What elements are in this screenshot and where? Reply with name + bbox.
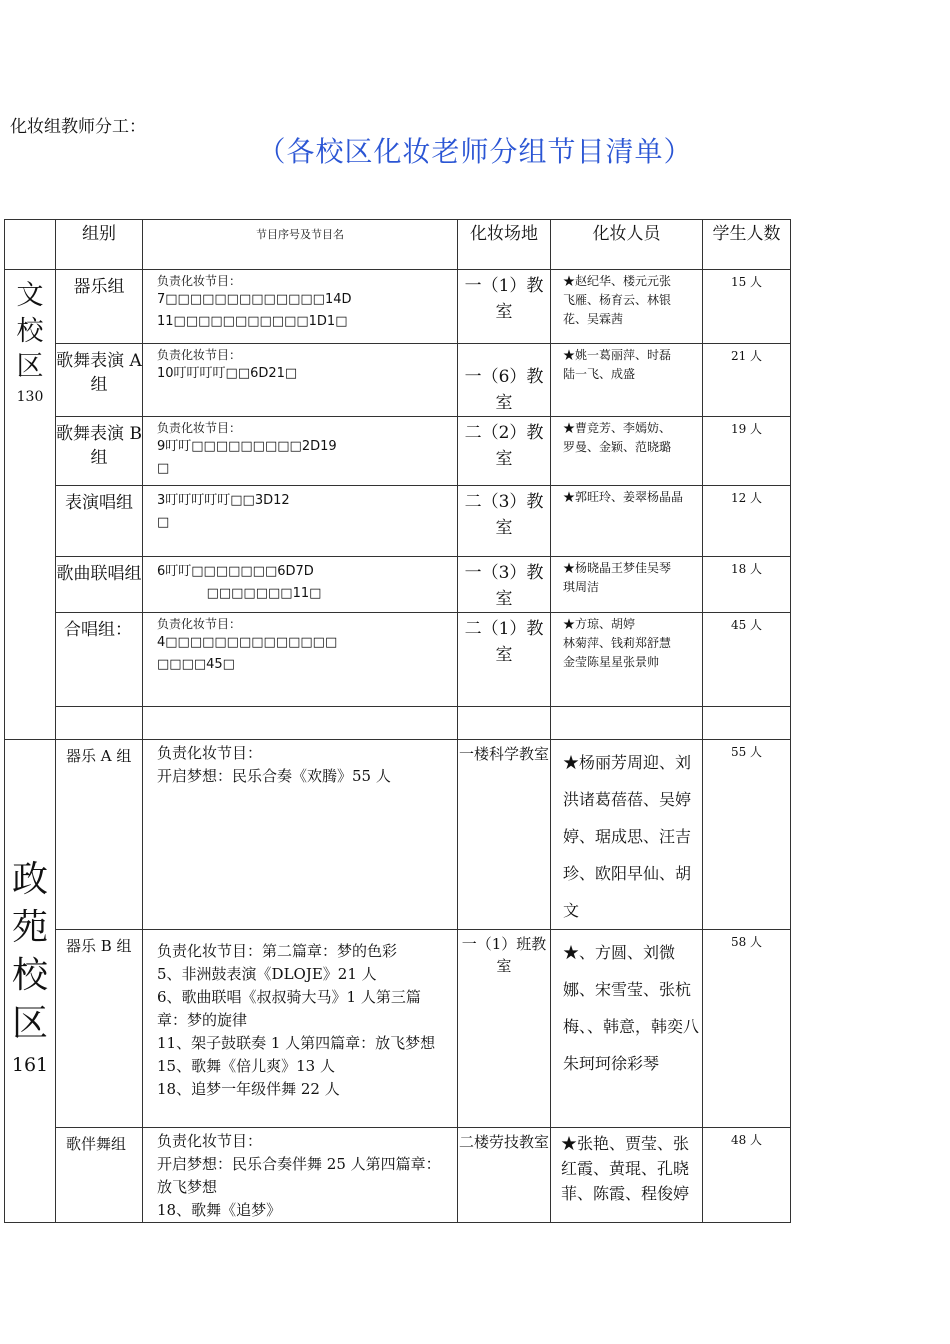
program-cell (143, 344, 458, 417)
header-group: 组别 (56, 220, 143, 270)
staff-line: ★曹竞芳、李嫣妨、 (563, 421, 672, 435)
campus-cell (5, 270, 56, 740)
venue: 二（3）教室 (458, 486, 551, 557)
table-row (5, 613, 791, 707)
staff-line: 罗曼、金颖、范晓璐 (563, 440, 672, 454)
program-line: 6叮叮□□□□□□□6D7D (157, 564, 314, 579)
program-line: 开启梦想：民乐合奏伴舞 25 人第四篇章：放飞梦想 (157, 1155, 441, 1196)
group-name: 表演唱组 (56, 486, 143, 557)
program-line: 3叮叮叮叮叮□□3D12 (157, 493, 290, 508)
header-row (5, 220, 791, 270)
student-count: 58 人 (703, 930, 791, 1128)
staff-line: ★姚一葛丽萍、时磊 (563, 348, 672, 362)
staff-cell (551, 613, 703, 707)
program-cell (143, 613, 458, 707)
table-row (5, 417, 791, 486)
staff-line: 琪周洁 (563, 580, 600, 594)
program-cell (143, 1128, 458, 1223)
staff-cell (551, 417, 703, 486)
campus-count: 130 (16, 388, 44, 405)
program-line: 10叮叮叮叮□□6D21□ (157, 366, 298, 381)
staff-line: ★郭旺玲、姜翠杨晶晶 (563, 490, 684, 504)
program-line: 6、歌曲联唱《叔叔骑大马》1 人第三篇章：梦的旋律 (157, 988, 421, 1029)
staff-line: 金莹陈星星张景帅 (563, 655, 660, 669)
program-cell (143, 270, 458, 344)
program-line: 11、架子鼓联奏 1 人第四篇章：放飞梦想 (157, 1034, 436, 1052)
program-line: □ (157, 515, 170, 530)
group-name: 器乐 A 组 (56, 740, 143, 930)
staff-text: ★杨丽芳周迎、刘洪诸葛蓓蓓、吴婷婷、琚成思、汪吉珍、欧阳早仙、胡文 (551, 740, 703, 930)
student-count: 12 人 (703, 486, 791, 557)
program-cell (143, 417, 458, 486)
table-row (5, 740, 791, 930)
staff-line: ★方琼、胡婷 (563, 617, 636, 631)
header-staff: 化妆人员 (551, 220, 703, 270)
campus-count: 161 (11, 1053, 49, 1076)
student-count: 18 人 (703, 557, 791, 613)
program-line: 4□□□□□□□□□□□□□□ (157, 635, 338, 650)
group-name: 器乐组 (56, 270, 143, 344)
table-row (5, 344, 791, 417)
venue: 一（6）教室 (458, 344, 551, 417)
venue: 二楼劳技教室 (458, 1128, 551, 1223)
student-count: 45 人 (703, 613, 791, 707)
venue: 二（2）教室 (458, 417, 551, 486)
program-line: 负责化妆节目： (157, 744, 263, 762)
program-line: 15、歌舞《倍儿爽》13 人 (157, 1057, 335, 1075)
staff-cell (551, 557, 703, 613)
program-line: □□□□45□ (157, 657, 235, 672)
campus-name: 政苑校区 (11, 859, 48, 1044)
program-line: 5、非洲鼓表演《DLOJE》21 人 (157, 965, 377, 983)
venue: 一（3）教室 (458, 557, 551, 613)
program-line: 11□□□□□□□□□□□1D1□ (157, 314, 348, 329)
staff-line: ★赵纪华、楼元元张 (563, 274, 672, 288)
program-line: □ (157, 461, 170, 476)
student-count: 48 人 (703, 1128, 791, 1223)
intro-text: 化妆组教师分工： (10, 117, 146, 137)
schedule-table (4, 219, 791, 1223)
student-count: 15 人 (703, 270, 791, 344)
group-name: 歌曲联唱组 (56, 557, 143, 613)
student-count: 19 人 (703, 417, 791, 486)
staff-line: 花、吴霖茜 (563, 312, 624, 326)
student-count: 21 人 (703, 344, 791, 417)
program-line: 18、歌舞《追梦》 (157, 1201, 282, 1219)
group-name: 歌舞表演 A 组 (56, 344, 143, 417)
table-row (5, 557, 791, 613)
program-line: □□□□□□□11□ (157, 586, 322, 601)
program-label: 负责化妆节目： (157, 274, 242, 288)
program-label: 负责化妆节目： (157, 617, 242, 631)
staff-cell (551, 270, 703, 344)
program-cell (143, 486, 458, 557)
group-name: 合唱组： (56, 613, 143, 707)
staff-line: 飞雁、杨育云、林银 (563, 293, 672, 307)
staff-text: ★张艳、贾莹、张红霞、黄琨、孔晓菲、陈霞、程俊婷 (551, 1128, 703, 1223)
student-count: 55 人 (703, 740, 791, 930)
staff-text: ★、方圆、刘微娜、宋雪莹、张杭梅、、韩意，韩奕八朱珂珂徐彩琴 (551, 930, 703, 1128)
header-corner (5, 220, 56, 270)
table-row (5, 486, 791, 557)
venue: 一（1）班教室 (458, 930, 551, 1128)
header-program: 节目序号及节目名 (143, 220, 458, 270)
program-line: 9叮叮□□□□□□□□□2D19 (157, 439, 337, 454)
empty-row (5, 707, 791, 740)
program-line: 负责化妆节目： (157, 1132, 263, 1150)
staff-line: ★杨晓晶王梦佳吴琴 (563, 561, 672, 575)
program-label: 负责化妆节目： (157, 348, 242, 362)
table-row (5, 930, 791, 1128)
header-students: 学生人数 (703, 220, 791, 270)
program-line: 开启梦想：民乐合奏《欢腾》55 人 (157, 767, 391, 785)
program-cell (143, 930, 458, 1128)
campus-cell (5, 740, 56, 1223)
staff-cell (551, 486, 703, 557)
program-cell (143, 740, 458, 930)
table-row (5, 1128, 791, 1223)
staff-line: 林菊萍、钱莉郑舒慧 (563, 636, 672, 650)
group-name: 歌伴舞组 (56, 1128, 143, 1223)
campus-name: 文校区 (16, 280, 44, 383)
venue: 一楼科学教室 (458, 740, 551, 930)
staff-line: 陆一飞、成盛 (563, 367, 636, 381)
program-cell (143, 557, 458, 613)
group-name: 器乐 B 组 (56, 930, 143, 1128)
venue: 二（1）教室 (458, 613, 551, 707)
page-title: （各校区化妆老师分组节目清单） (257, 135, 693, 168)
header-venue: 化妆场地 (458, 220, 551, 270)
group-name: 歌舞表演 B 组 (56, 417, 143, 486)
program-line: 7□□□□□□□□□□□□□14D (157, 292, 352, 307)
program-label: 负责化妆节目： (157, 421, 242, 435)
program-line: 18、追梦一年级伴舞 22 人 (157, 1080, 340, 1098)
venue: 一（1）教室 (458, 270, 551, 344)
table-row (5, 270, 791, 344)
staff-cell (551, 344, 703, 417)
program-line: 负责化妆节目：第二篇章：梦的色彩 (157, 942, 398, 960)
